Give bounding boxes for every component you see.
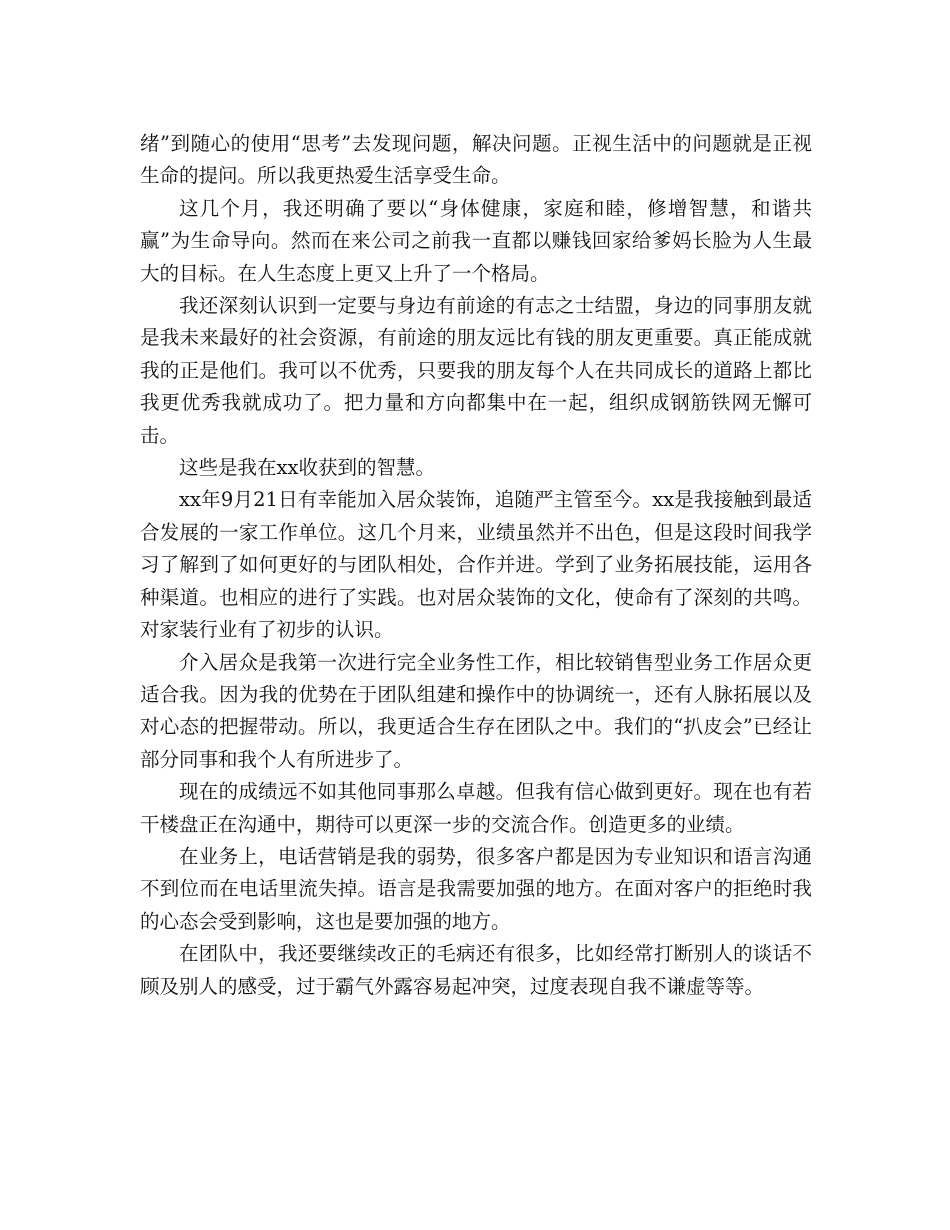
paragraph: 现在的成绩远不如其他同事那么卓越。但我有信心做到更好。现在也有若干楼盘正在沟通中，期待可以更深一步的交流合作。创造更多的业绩。	[140, 780, 812, 836]
document-body	[140, 128, 812, 1003]
paragraph: 这几个月，我还明确了要以“身体健康，家庭和睦，修增智慧，和谐共赢”为生命导向。然而在来公司之前我一直都以赚钱回家给爹妈长脸为人生最大的目标。在人生态度上更又上升了一个格局。	[140, 196, 812, 285]
paragraph: 这些是我在xx收获到的智慧。	[179, 456, 435, 480]
paragraph: 我还深刻认识到一定要与身边有前途的有志之士结盟，身边的同事朋友就是我未来最好的社会资源，有前途的朋友远比有钱的朋友更重要。真正能成就我的正是他们。我可以不优秀，只要我的朋友每个人在共同成长的道路上都比我更优秀我就成功了。把力量和方向都集中在一起，组织成钢筋铁网无懈可击。	[140, 294, 812, 447]
paragraph: xx年9月21日有幸能加入居众装饰，追随严主管至今。xx是我接触到最适合发展的一家工作单位。这几个月来，业绩虽然并不出色，但是这段时间我学习了解到了如何更好的与团队相处，合作并进。学到了业务拓展技能，运用各种渠道。也相应的进行了实践。也对居众装饰的文化，使命有了深刻的共鸣。对家装行业有了初步的认识。	[140, 488, 812, 642]
paragraph: 绪”到随心的使用“思考”去发现问题，解决问题。正视生活中的问题就是正视生命的提问。所以我更热爱生活享受生命。	[140, 132, 812, 188]
paragraph: 在业务上，电话营销是我的弱势，很多客户都是因为专业知识和语言沟通不到位而在电话里流失掉。语言是我需要加强的地方。在面对客户的拒绝时我的心态会受到影响，这也是要加强的地方。	[140, 844, 812, 933]
paragraph: 介入居众是我第一次进行完全业务性工作，相比较销售型业务工作居众更适合我。因为我的优势在于团队组建和操作中的协调统一，还有人脉拓展以及对心态的把握带动。所以，我更适合生存在团队之中。我们的“扒皮会”已经让部分同事和我个人有所进步了。	[140, 650, 812, 771]
paragraph: 在团队中，我还要继续改正的毛病还有很多，比如经常打断别人的谈话不顾及别人的感受，过于霸气外露容易起冲突，过度表现自我不谦虚等等。	[140, 942, 812, 998]
